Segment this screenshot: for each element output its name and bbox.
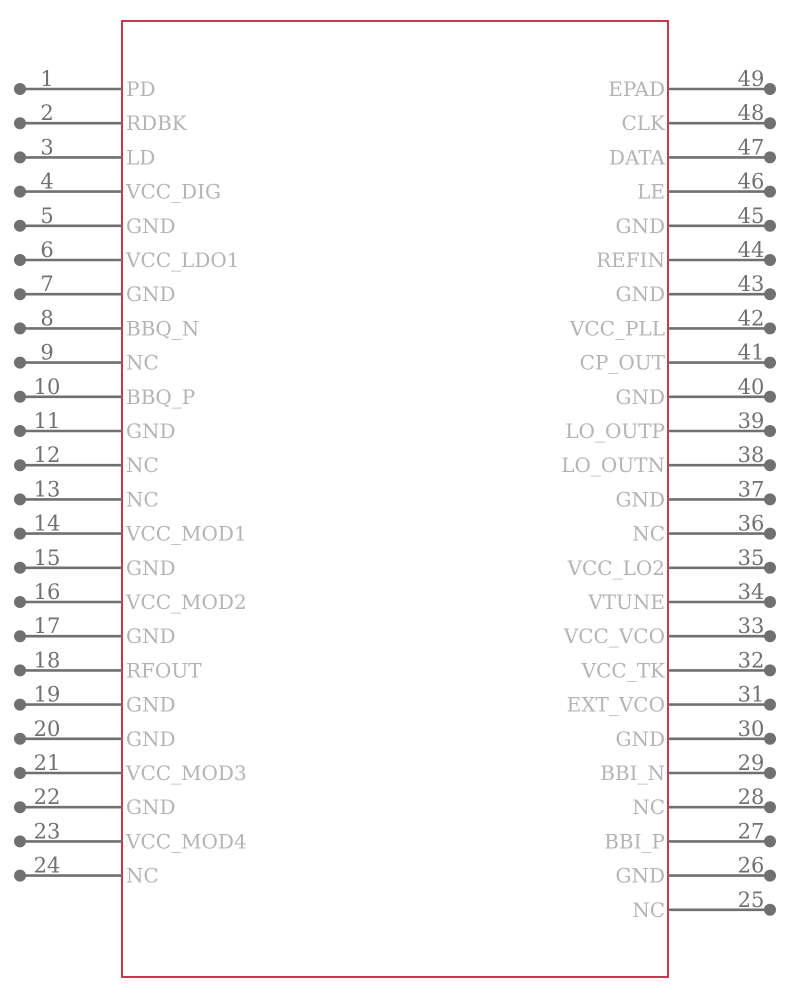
pin-terminal-dot — [14, 117, 26, 129]
pin-11 — [14, 409, 176, 443]
pin-name-label: NC — [632, 795, 665, 820]
pin-28 — [632, 785, 776, 819]
pin-49 — [608, 67, 776, 101]
pin-terminal-dot — [764, 220, 776, 232]
pin-name-label: GND — [615, 863, 665, 888]
pin-terminal-dot — [14, 151, 26, 163]
pin-name-label: GND — [126, 555, 176, 580]
pin-terminal-dot — [14, 220, 26, 232]
pin-name-label: NC — [126, 863, 159, 888]
pin-number: 33 — [737, 614, 765, 639]
pin-number: 44 — [737, 238, 765, 262]
pin-name-label: EPAD — [608, 77, 665, 101]
pin-name-label: BBI_P — [604, 829, 665, 854]
pin-42 — [569, 306, 776, 340]
pin-47 — [609, 135, 776, 169]
pin-terminal-dot — [764, 322, 776, 334]
pin-9 — [14, 341, 159, 375]
pin-number: 34 — [737, 580, 765, 604]
pin-terminal-dot — [764, 733, 776, 745]
pin-name-label: PD — [126, 77, 156, 101]
pin-number: 46 — [737, 169, 765, 194]
pin-terminal-dot — [14, 664, 26, 676]
pin-39 — [565, 409, 776, 443]
pin-name-label: LO_OUTP — [565, 419, 665, 443]
pin-terminal-dot — [764, 117, 776, 129]
pin-name-label: VCC_MOD4 — [126, 829, 247, 854]
pin-27 — [604, 819, 776, 853]
pin-name-label: NC — [126, 453, 159, 478]
pin-3 — [14, 135, 155, 169]
pin-terminal-dot — [14, 801, 26, 813]
pin-number: 8 — [40, 306, 54, 331]
pin-name-label: VCC_PLL — [569, 316, 665, 341]
pin-number: 24 — [33, 853, 61, 878]
pin-name-label: GND — [615, 282, 665, 307]
pin-terminal-dot — [14, 767, 26, 779]
pin-terminal-dot — [14, 630, 26, 642]
pin-41 — [580, 341, 776, 375]
pin-19 — [14, 683, 176, 717]
left-pin-group — [14, 67, 247, 888]
pin-name-label: BBQ_P — [126, 384, 196, 409]
pin-name-label: GND — [126, 795, 176, 820]
pin-name-label: EXT_VCO — [566, 692, 665, 717]
pin-terminal-dot — [764, 767, 776, 779]
pin-name-label: GND — [126, 726, 176, 751]
pin-number: 31 — [737, 682, 765, 707]
pin-number: 20 — [33, 716, 61, 741]
pin-name-label: GND — [126, 692, 176, 717]
pin-31 — [567, 683, 776, 717]
pin-terminal-dot — [764, 664, 776, 676]
pin-name-label: VCC_TK — [581, 658, 665, 683]
pin-terminal-dot — [764, 904, 776, 916]
pin-48 — [621, 101, 776, 135]
pin-name-label: NC — [126, 487, 159, 512]
pin-name-label: VCC_LO2 — [567, 555, 665, 580]
pin-terminal-dot — [14, 870, 26, 882]
pin-10 — [14, 375, 195, 409]
pin-terminal-dot — [14, 596, 26, 608]
pin-25 — [632, 888, 776, 922]
pin-name-label: NC — [632, 897, 665, 922]
pin-5 — [14, 204, 176, 238]
pin-14 — [14, 512, 247, 546]
pin-number: 12 — [33, 443, 61, 468]
pin-44 — [596, 238, 776, 272]
pin-20 — [14, 717, 176, 751]
pin-32 — [581, 648, 776, 682]
pin-number: 16 — [33, 580, 61, 604]
pin-number: 10 — [33, 374, 61, 399]
pin-number: 21 — [33, 751, 61, 775]
pin-24 — [14, 854, 159, 888]
pin-terminal-dot — [764, 870, 776, 882]
pin-34 — [587, 580, 776, 614]
pin-name-label: NC — [126, 350, 159, 375]
pin-terminal-dot — [14, 83, 26, 95]
pin-number: 7 — [40, 272, 54, 297]
pin-number: 37 — [737, 477, 765, 502]
pin-number: 29 — [737, 751, 765, 775]
pin-2 — [14, 101, 188, 135]
pin-40 — [615, 375, 776, 409]
pin-name-label: NC — [632, 521, 665, 546]
pin-terminal-dot — [14, 288, 26, 300]
pin-terminal-dot — [14, 562, 26, 574]
pin-terminal-dot — [764, 630, 776, 642]
pin-17 — [14, 614, 176, 648]
pin-29 — [600, 751, 776, 785]
pin-15 — [14, 546, 176, 580]
pin-terminal-dot — [14, 254, 26, 266]
pin-number: 45 — [737, 203, 765, 228]
pin-number: 19 — [33, 682, 61, 707]
pin-number: 1 — [40, 67, 54, 91]
pin-number: 48 — [737, 101, 765, 126]
pin-name-label: CP_OUT — [579, 350, 665, 375]
pin-terminal-dot — [764, 596, 776, 608]
pin-terminal-dot — [764, 459, 776, 471]
pin-36 — [632, 512, 776, 546]
pin-number: 30 — [737, 716, 765, 741]
pin-number: 41 — [737, 340, 765, 365]
pin-terminal-dot — [14, 493, 26, 505]
pin-4 — [14, 170, 221, 204]
pin-terminal-dot — [14, 322, 26, 334]
pin-terminal-dot — [764, 699, 776, 711]
pin-terminal-dot — [14, 391, 26, 403]
pin-number: 15 — [33, 545, 61, 570]
pin-terminal-dot — [764, 288, 776, 300]
pin-35 — [567, 546, 776, 580]
pin-name-label: RFOUT — [126, 658, 202, 683]
pin-number: 22 — [33, 785, 61, 810]
pin-name-label: VCC_MOD2 — [126, 590, 247, 614]
pin-number: 26 — [737, 853, 765, 878]
pin-number: 25 — [737, 887, 765, 912]
pin-37 — [615, 477, 776, 511]
pin-name-label: GND — [615, 487, 665, 512]
pin-7 — [14, 272, 176, 306]
pin-number: 13 — [33, 477, 61, 502]
pin-number: 9 — [40, 340, 54, 365]
pin-name-label: GND — [615, 726, 665, 751]
pin-number: 32 — [737, 648, 765, 673]
pin-number: 17 — [33, 614, 61, 639]
pin-number: 23 — [33, 819, 61, 844]
pin-terminal-dot — [764, 391, 776, 403]
pin-terminal-dot — [14, 699, 26, 711]
pin-terminal-dot — [764, 835, 776, 847]
pin-number: 18 — [33, 648, 61, 673]
pin-6 — [14, 238, 240, 272]
pin-number: 2 — [40, 101, 54, 126]
pin-name-label: VCC_DIG — [126, 179, 221, 204]
pin-number: 40 — [737, 374, 765, 399]
pin-name-label: VCC_MOD3 — [126, 761, 247, 785]
pin-number: 42 — [737, 306, 765, 331]
pin-name-label: GND — [126, 282, 176, 307]
pin-terminal-dot — [14, 835, 26, 847]
pin-21 — [14, 751, 247, 785]
pin-name-label: LD — [126, 145, 156, 170]
pin-number: 49 — [737, 67, 765, 91]
pin-terminal-dot — [764, 801, 776, 813]
pin-terminal-dot — [764, 425, 776, 437]
pin-number: 47 — [737, 135, 765, 160]
pin-13 — [14, 477, 159, 511]
pin-terminal-dot — [14, 459, 26, 471]
pin-name-label: BBI_N — [600, 761, 665, 785]
pin-number: 28 — [737, 785, 765, 810]
pin-number: 38 — [737, 443, 765, 468]
pin-name-label: VCC_LDO1 — [126, 248, 240, 272]
pin-name-label: GND — [615, 213, 665, 238]
pin-name-label: VCC_VCO — [563, 624, 665, 649]
pin-26 — [615, 854, 776, 888]
pin-terminal-dot — [764, 151, 776, 163]
pin-terminal-dot — [764, 83, 776, 95]
pin-46 — [637, 170, 776, 204]
pin-45 — [615, 204, 776, 238]
pin-23 — [14, 819, 247, 853]
pin-terminal-dot — [764, 562, 776, 574]
pin-number: 27 — [737, 819, 765, 844]
pin-8 — [14, 306, 199, 340]
pin-1 — [14, 67, 156, 101]
pin-terminal-dot — [764, 186, 776, 198]
pin-terminal-dot — [14, 733, 26, 745]
pin-terminal-dot — [14, 528, 26, 540]
pin-terminal-dot — [764, 493, 776, 505]
pin-terminal-dot — [764, 357, 776, 369]
pin-terminal-dot — [14, 186, 26, 198]
pin-number: 36 — [737, 511, 765, 536]
pin-terminal-dot — [764, 528, 776, 540]
pin-number: 6 — [40, 238, 54, 262]
pin-number: 39 — [737, 409, 765, 433]
pin-name-label: REFIN — [596, 248, 665, 272]
pin-43 — [615, 272, 776, 306]
pin-name-label: GND — [126, 213, 176, 238]
pin-name-label: VCC_MOD1 — [126, 521, 247, 546]
pin-name-label: GND — [615, 384, 665, 409]
pin-terminal-dot — [14, 357, 26, 369]
pin-number: 14 — [33, 511, 61, 536]
pin-name-label: GND — [126, 624, 176, 649]
pin-terminal-dot — [14, 425, 26, 437]
pin-name-label: GND — [126, 419, 176, 443]
pin-22 — [14, 785, 176, 819]
pin-number: 4 — [40, 169, 54, 194]
pin-18 — [14, 648, 202, 682]
pin-16 — [14, 580, 247, 614]
pin-number: 35 — [737, 545, 765, 570]
pin-name-label: CLK — [621, 111, 665, 136]
pin-number: 43 — [737, 272, 765, 297]
pin-12 — [14, 443, 159, 477]
pin-30 — [615, 717, 776, 751]
pin-name-label: VTUNE — [588, 590, 665, 614]
pin-number: 5 — [40, 203, 54, 228]
pin-name-label: LO_OUTN — [561, 453, 665, 478]
pin-33 — [563, 614, 776, 648]
pin-name-label: RDBK — [126, 111, 187, 136]
pin-name-label: DATA — [608, 145, 665, 170]
pin-terminal-dot — [764, 254, 776, 266]
pin-name-label: LE — [637, 179, 665, 204]
pin-name-label: BBQ_N — [126, 316, 200, 341]
pin-number: 11 — [33, 409, 61, 433]
pin-number: 3 — [40, 135, 54, 160]
